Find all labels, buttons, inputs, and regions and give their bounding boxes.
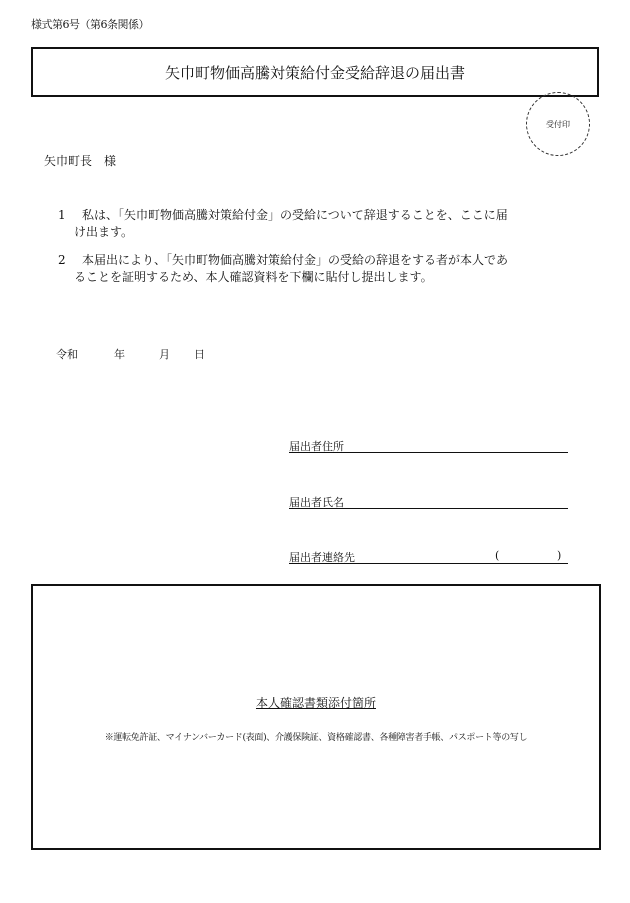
id-document-attachment-box (31, 584, 601, 850)
addressee: 矢巾町長 様 (44, 154, 117, 168)
attachment-note: ※運転免許証、マイナンバーカード(表面)、介護保険証、資格確認書、各種障害者手帳、パスポート等の写し (104, 733, 528, 743)
document-title-box (31, 47, 599, 97)
address-label: 届出者住所 (289, 440, 344, 453)
date-line (56, 346, 205, 362)
attachment-title-wrap (33, 694, 599, 711)
paragraph-text-continued: け出ます。 (74, 225, 134, 239)
reception-stamp-label: 受付印 (546, 119, 570, 129)
reception-stamp-circle (526, 92, 590, 156)
paragraph-text: 本届出により、「矢巾町物価高騰対策給付金」の受給の辞退をする者が本人であ (82, 253, 509, 267)
paragraph-text-continued: ることを証明するため、本人確認資料を下欄に貼付し提出します。 (74, 270, 433, 284)
contact-paren-open: ( (495, 549, 500, 562)
paragraph-1 (58, 207, 570, 241)
contact-label: 届出者連絡先 (289, 551, 355, 564)
date-month-label: 月 (159, 348, 170, 361)
paragraph-number: 1 (58, 208, 66, 222)
paragraph-text: 私は、「矢巾町物価高騰対策給付金」の受給について辞退することを、ここに届 (82, 208, 508, 222)
name-field[interactable] (289, 494, 568, 509)
form-number: 様式第6号（第6条関係） (31, 18, 149, 31)
date-year-label: 年 (114, 348, 125, 361)
document-title: 矢巾町物価高騰対策給付金受給辞退の届出書 (164, 63, 465, 82)
address-field[interactable] (289, 438, 568, 453)
attachment-title: 本人確認書類添付箇所 (255, 696, 376, 710)
contact-field[interactable] (289, 549, 568, 564)
date-era: 令和 (56, 348, 78, 361)
date-day-label: 日 (194, 348, 205, 361)
paragraph-number: 2 (58, 253, 66, 267)
name-label: 届出者氏名 (289, 496, 344, 509)
contact-paren-close: ) (557, 549, 562, 562)
paragraph-2 (58, 252, 570, 286)
